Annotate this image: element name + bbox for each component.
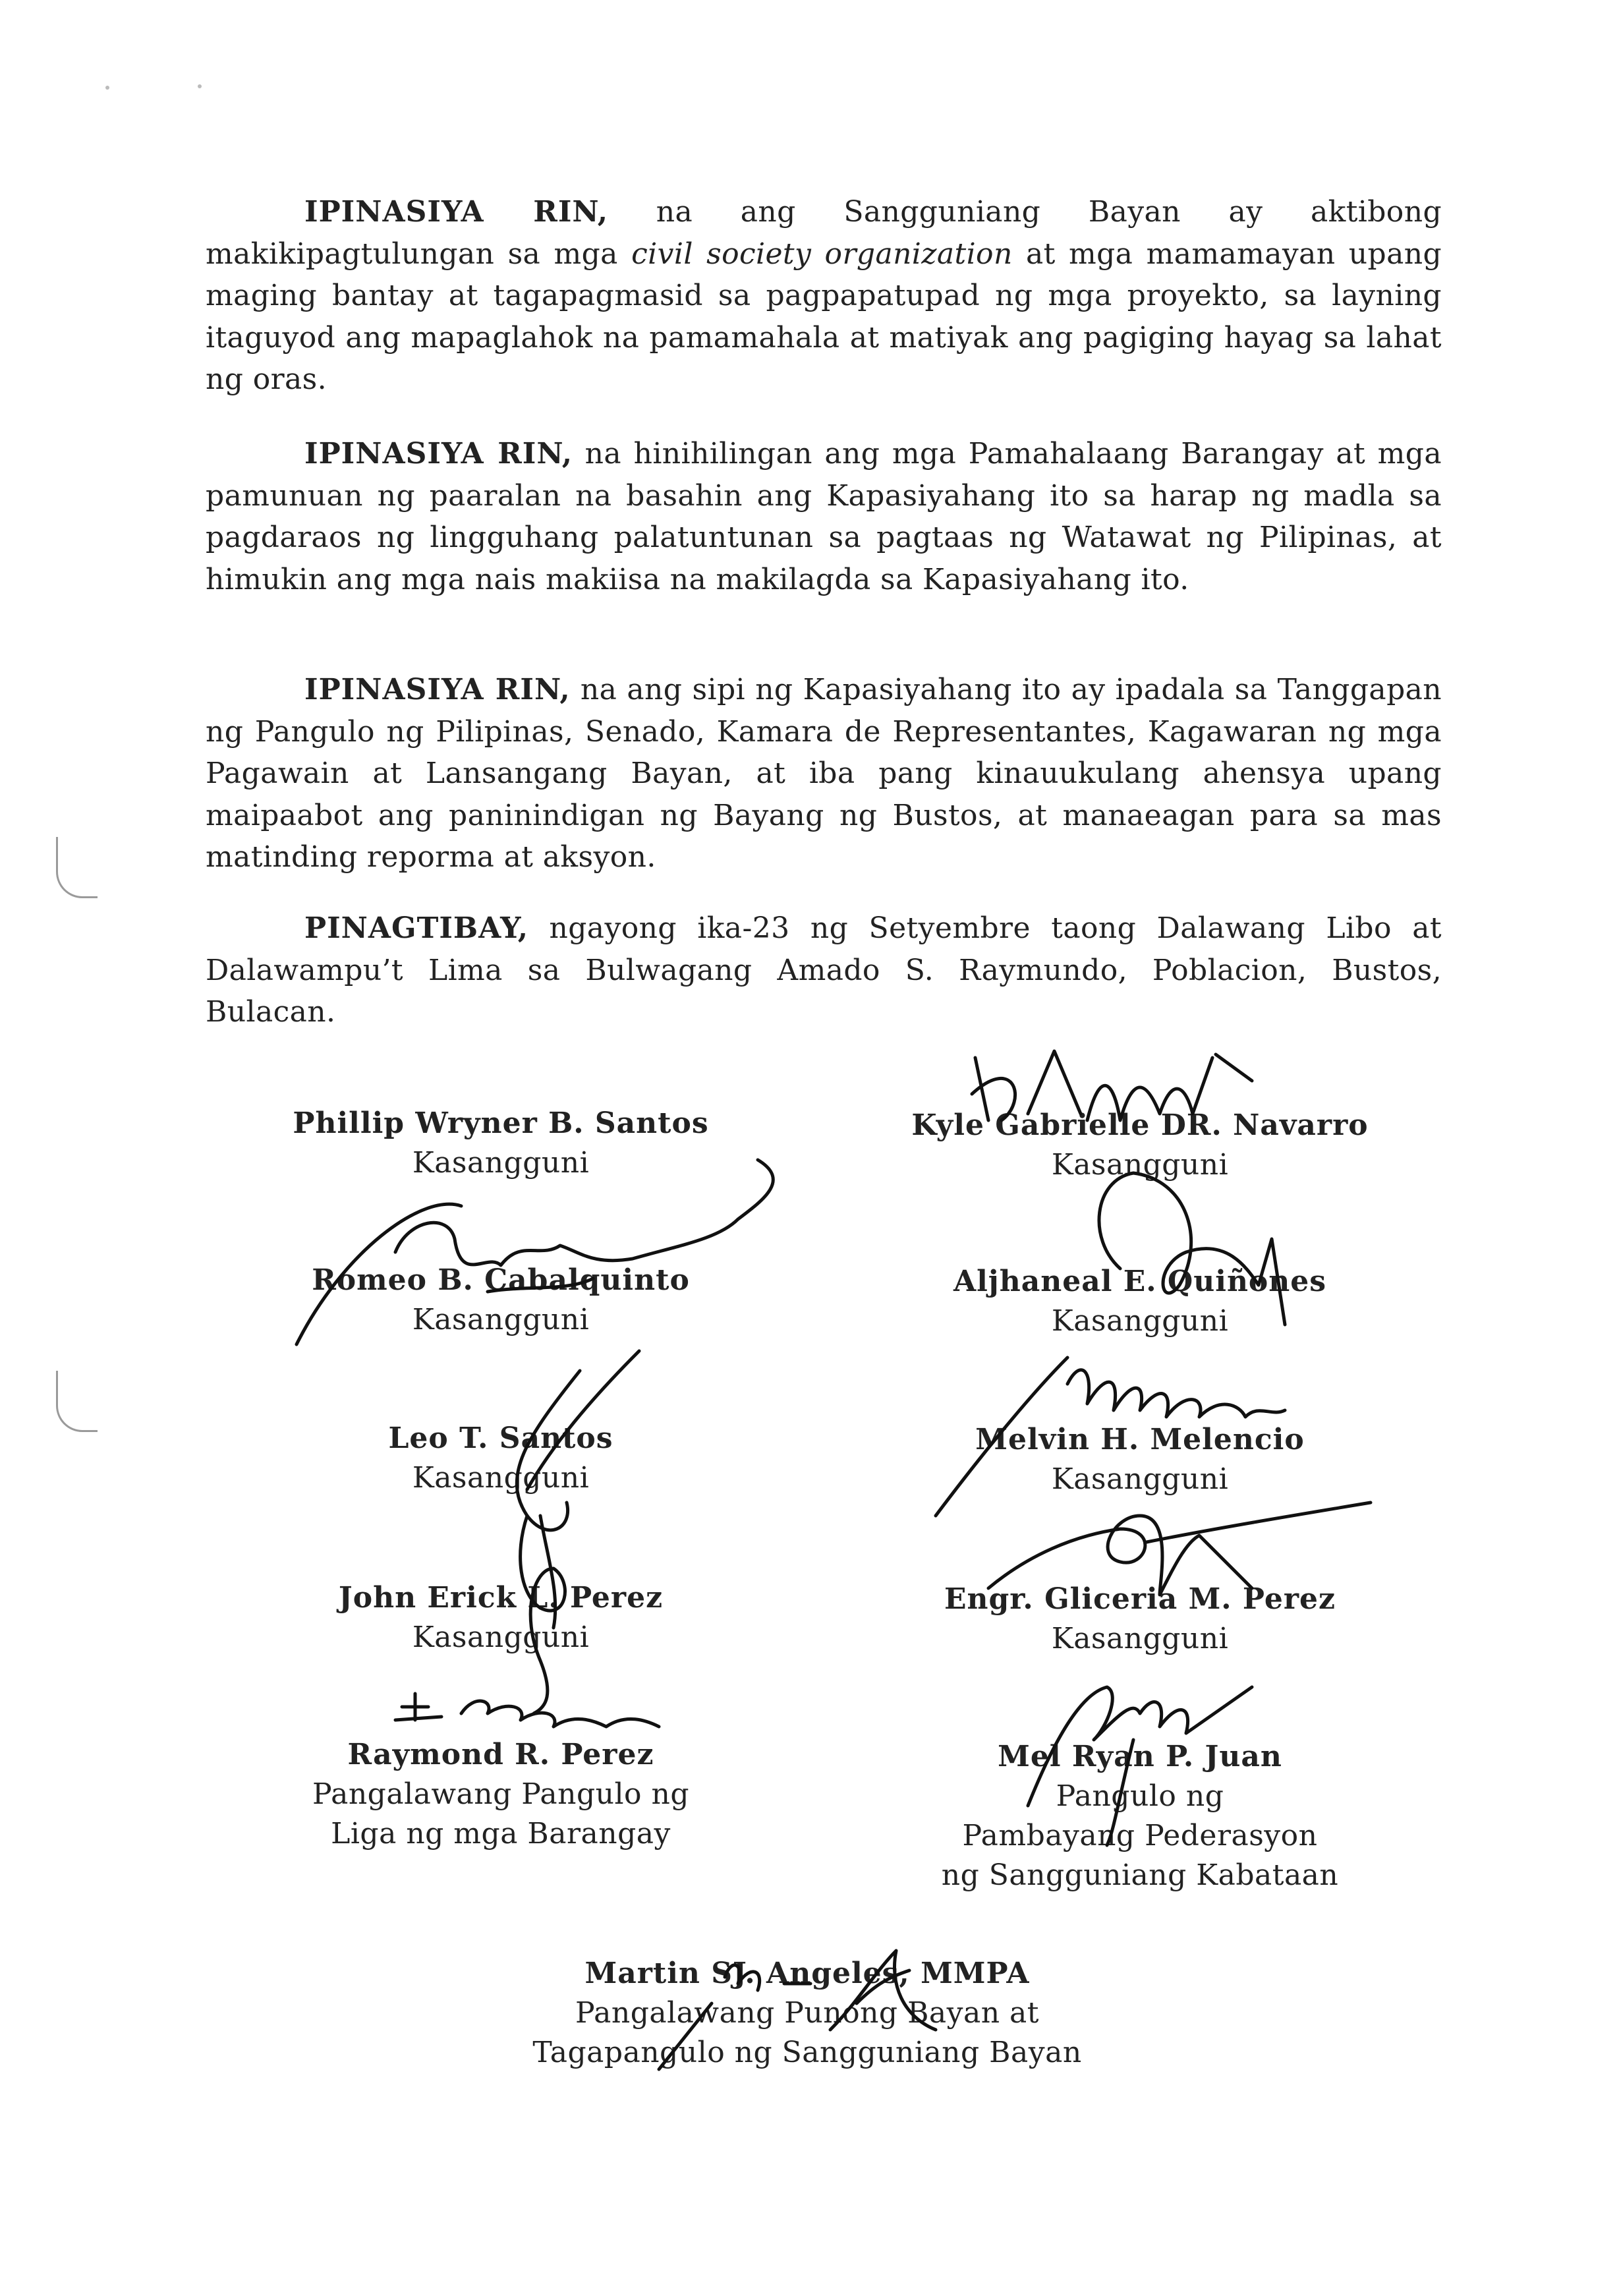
signatory-name: Kyle Gabrielle DR. Navarro bbox=[911, 1108, 1369, 1142]
signatory-block bbox=[857, 1420, 1423, 1499]
signatory-name: Melvin H. Melencio bbox=[975, 1423, 1305, 1456]
signatory-title: Kasangguni bbox=[1051, 1622, 1229, 1655]
signatory-title: Kasangguni bbox=[1051, 1304, 1229, 1338]
signatory-name: Engr. Gliceria M. Perez bbox=[944, 1582, 1336, 1616]
resolution-lead: IPINASIYA RIN, bbox=[304, 673, 571, 706]
signatory-block bbox=[857, 1106, 1423, 1185]
signatory-block bbox=[857, 1737, 1423, 1895]
presiding-officer-block bbox=[461, 1954, 1153, 2073]
resolution-lead: IPINASIYA RIN, bbox=[304, 437, 573, 471]
signatory-name: Romeo B. Cabalquinto bbox=[312, 1263, 690, 1297]
signatory-name: Leo T. Santos bbox=[388, 1421, 613, 1455]
signatory-block bbox=[250, 1578, 751, 1657]
signatory-title: Kasangguni bbox=[412, 1461, 590, 1495]
signatory-title-line: Pangulo ng bbox=[1056, 1779, 1224, 1813]
resolution-lead: IPINASIYA RIN, bbox=[304, 195, 609, 229]
scan-speck bbox=[105, 86, 109, 90]
signatory-block bbox=[250, 1735, 751, 1854]
signatory-title-line: Liga ng mga Barangay bbox=[331, 1817, 671, 1851]
signatory-title-line: Pangalawang Pangulo ng bbox=[312, 1777, 690, 1811]
signatory-title-line: Tagapangulo ng Sangguniang Bayan bbox=[532, 2036, 1082, 2069]
signatory-title: Kasangguni bbox=[1051, 1462, 1229, 1496]
resolution-text: na ang sipi ng Kapasiyahang ito ay ipadala sa Tanggapan ng Pangulo ng Pilipinas, Senado, Kamara de Representantes, Kagawaran ng mga Pagawain at Lansangang Bayan, at iba pang kinauukulang ahensya upang maipaabot ang paninindigan ng Bayang ng Bustos, at manaeagan para sa mas matinding reporma at aksyon. bbox=[206, 673, 1442, 874]
resolution-paragraph-3 bbox=[206, 669, 1442, 878]
signatory-title: Kasangguni bbox=[412, 1621, 590, 1654]
approval-paragraph bbox=[206, 907, 1442, 1033]
signatory-name: John Erick L. Perez bbox=[338, 1581, 664, 1615]
resolution-text: at mga mamamayan upang maging bantay at tagapagmasid sa pagpapatupad ng mga proyekto, sa layning itaguyod ang mapaglahok na pamamahala at matiyak ang pagiging hayag sa lahat ng oras. bbox=[206, 237, 1442, 396]
signatory-title-line: Pambayang Pederasyon bbox=[962, 1819, 1318, 1852]
signatory-name: Aljhaneal E. Quiñones bbox=[953, 1265, 1327, 1298]
signatory-title-line: ng Sangguniang Kabataan bbox=[941, 1858, 1339, 1892]
signature-raymond-perez bbox=[395, 1694, 659, 1727]
signatory-name: Phillip Wryner B. Santos bbox=[293, 1106, 709, 1140]
resolution-text: na hinihilingan ang mga Pamahalaang Barangay at mga pamunuan ng paaralan na basahin ang Kapasiyahang ito sa harap ng madla sa pagdaraos ng lingguhang palatuntunan sa pagtaas ng Watawat ng Pilipinas, at himukin ang mga nais makiisa na makilagda sa Kapasiyahang ito. bbox=[206, 437, 1442, 596]
signatory-block bbox=[857, 1262, 1423, 1341]
resolution-text: na ang Sangguniang Bayan ay aktibong makikipagtulungan sa mga bbox=[206, 195, 1442, 271]
resolution-italic-term: civil society organization bbox=[631, 237, 1013, 271]
signatory-name: Martin SJ. Angeles, MMPA bbox=[584, 1957, 1030, 1990]
signatory-title-line: Pangalawang Punong Bayan at bbox=[575, 1996, 1039, 2030]
scan-speck bbox=[198, 84, 202, 88]
punch-hole-mark bbox=[56, 1371, 98, 1432]
punch-hole-mark bbox=[56, 837, 98, 898]
signatory-block bbox=[857, 1580, 1423, 1659]
resolution-paragraph-1 bbox=[206, 191, 1442, 401]
signatory-block bbox=[250, 1419, 751, 1498]
signatory-block bbox=[250, 1261, 751, 1340]
resolution-paragraph-2 bbox=[206, 433, 1442, 600]
signatory-title: Kasangguni bbox=[1051, 1148, 1229, 1182]
approval-lead: PINAGTIBAY, bbox=[304, 911, 529, 945]
approval-text: ngayong ika-23 ng Setyembre taong Dalawang Libo at Dalawampu’t Lima sa Bulwagang Amado S. Raymundo, Poblacion, Bustos, Bulacan. bbox=[206, 911, 1442, 1029]
signatory-name: Raymond R. Perez bbox=[347, 1738, 654, 1771]
signatory-block bbox=[250, 1104, 751, 1183]
signatory-name: Mel Ryan P. Juan bbox=[998, 1740, 1282, 1773]
signatory-title: Kasangguni bbox=[412, 1146, 590, 1180]
signatory-title: Kasangguni bbox=[412, 1303, 590, 1336]
